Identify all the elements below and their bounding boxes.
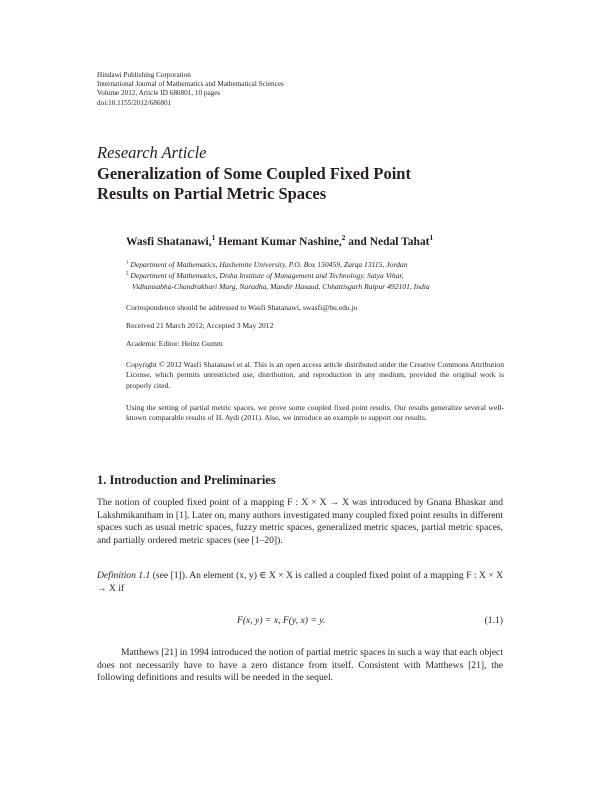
author-list [126, 233, 434, 248]
publisher: Hindawi Publishing Corporation [97, 71, 191, 79]
affiliation-continued [132, 282, 510, 293]
author-name: Hemant Kumar Nashine, [215, 236, 342, 248]
affiliation-text: Department of Mathematics, Hashemite University, P.O. Box 150459, Zarqa 13115, Jordan [128, 260, 408, 269]
volume-info: Volume 2012, Article ID 686801, 10 pages [97, 89, 221, 98]
affiliation-text: Department of Mathematics, Disha Institute of Management and Technology, Satya Vihar, [128, 271, 404, 280]
received-dates: Received 21 March 2012; Accepted 3 May 2012 [126, 321, 274, 330]
author-name: and Nedal Tahat [345, 236, 430, 248]
article-type: Research Article [97, 143, 207, 162]
equation-content: F(x, y) = x, F(y, x) = y. [237, 615, 326, 626]
affiliation-number: 1 [126, 260, 129, 266]
copyright-notice: Copyright © 2012 Wasfi Shatanawi et al. This is an open access article distributed under the Creative Commons Attribution License, which permits unrestricted use, distribution, and reproduction in any medium, provided the original work is properly cited. [126, 360, 504, 390]
equation-number: (1.1) [484, 615, 503, 626]
definition-1-1 [97, 570, 503, 595]
correspondence: Correspondence should be addressed to Wasfi Shatanawi, swasfi@hu.edu.jo [126, 303, 358, 312]
academic-editor: Academic Editor: Heinz Gumm [126, 339, 223, 348]
intro-paragraph: The notion of coupled fixed point of a mapping F : X × X → X was introduced by Gnana Bhaskar and Lakshmikantham in [1]. Later on, many authors investigated many coupled fixed point results in different spaces such as usual metric spaces, fuzzy metric spaces, generalized metric spaces, partial metric spaces, and partially ordered metric spaces (see [1–20]). [97, 497, 503, 546]
journal-header [97, 71, 284, 108]
title-line-1: Generalization of Some Coupled Fixed Point [97, 164, 411, 183]
author-affiliation-mark: 1 [211, 233, 216, 243]
equation-1-1 [97, 615, 503, 629]
doi[interactable]: doi:10.1155/2012/686801 [97, 98, 172, 107]
affiliation-text: Vidhansabha-Chandrakhuri Marg, Naradha, Mandir Hasaud, Chhattisgarh Raipur 492101, India [132, 282, 430, 291]
author-name: Wasfi Shatanawi, [126, 236, 212, 248]
affiliation-number: 2 [126, 271, 129, 277]
definition-label: Definition 1.1 [97, 570, 151, 581]
author-affiliation-mark: 2 [341, 233, 346, 243]
definition-text: (see [1]). An element (x, y) ∈ X × X is called a coupled fixed point of a mapping F : X × X → X if [97, 570, 503, 594]
affiliation [126, 260, 504, 271]
journal-name: International Journal of Mathematics and Mathematical Sciences [97, 80, 284, 89]
title-line-2: Results on Partial Metric Spaces [97, 184, 327, 203]
abstract: Using the setting of partial metric spaces, we prove some coupled fixed point results. Our results generalize several well-known comparable results of H. Aydi (2011). Also, we introduce an example to support our results. [126, 403, 504, 423]
affiliation [126, 271, 504, 282]
paper-title [97, 164, 411, 204]
matthews-paragraph: Matthews [21] in 1994 introduced the notion of partial metric spaces in such a way that each object does not necessarily have to have a zero distance from itself. Consistent with Matthews [21], the following definitions and results will be needed in the sequel. [97, 647, 503, 684]
section-heading: 1. Introduction and Preliminaries [97, 473, 276, 487]
author-affiliation-mark: 1 [429, 233, 434, 243]
